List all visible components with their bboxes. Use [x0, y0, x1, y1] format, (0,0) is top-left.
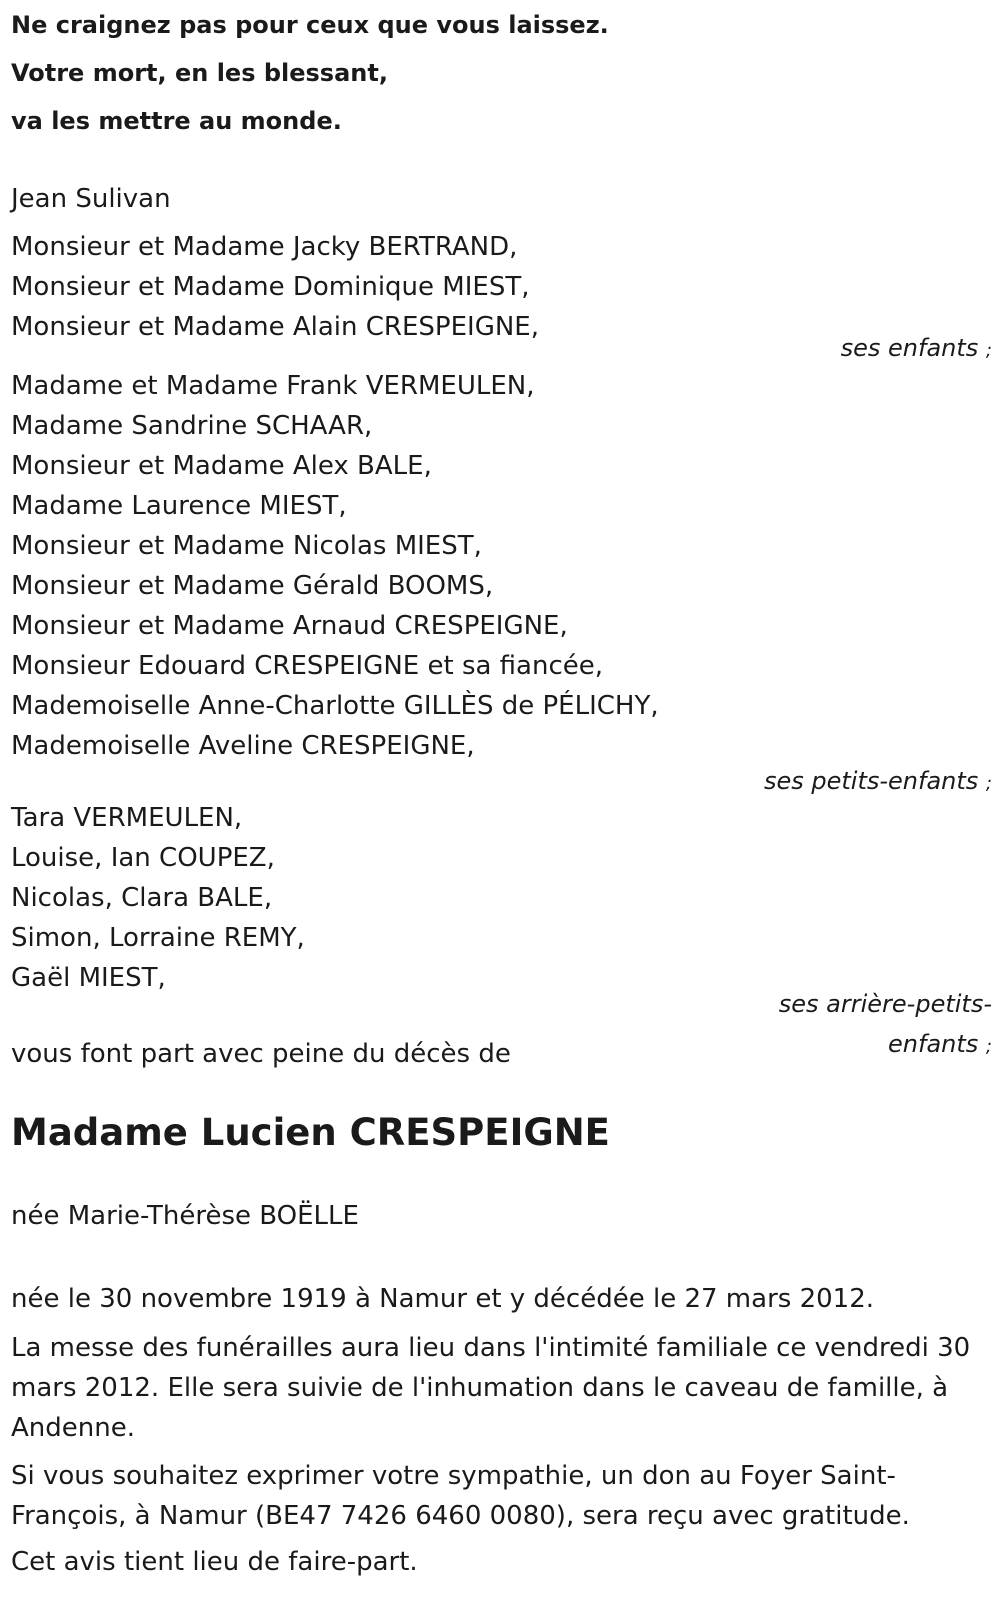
relation-punctuation: ; — [985, 340, 992, 361]
donation-details: Si vous souhaitez exprimer votre sympathie, un don au Foyer Saint-François, à Namur (BE47 7426 6460 0080), sera reçu avec gratitude. — [11, 1461, 910, 1531]
list-item: Madame Sandrine SCHAAR, — [11, 411, 373, 441]
list-item: Monsieur et Madame Gérald BOOMS, — [11, 571, 494, 601]
list-item: Monsieur et Madame Nicolas MIEST, — [11, 531, 482, 561]
list-item: Monsieur et Madame Alain CRESPEIGNE, — [11, 312, 539, 342]
quote-line-3: va les mettre au monde. — [11, 107, 342, 135]
relation-label: ses enfants — [840, 334, 979, 362]
list-item: Madame Laurence MIEST, — [11, 491, 347, 521]
relation-label: ses petits-enfants — [763, 767, 979, 795]
great-grandchildren-list — [11, 798, 305, 998]
list-item: Monsieur Edouard CRESPEIGNE et sa fiancée, — [11, 651, 604, 681]
list-item: Monsieur et Madame Jacky BERTRAND, — [11, 232, 518, 262]
list-item: Mademoiselle Anne-Charlotte GILLÈS de PÉLICHY, — [11, 691, 659, 721]
announcement: vous font part avec peine du décès de — [11, 1039, 511, 1069]
list-item: Madame et Madame Frank VERMEULEN, — [11, 371, 535, 401]
list-item: Monsieur et Madame Arnaud CRESPEIGNE, — [11, 611, 568, 641]
list-item: Mademoiselle Aveline CRESPEIGNE, — [11, 731, 475, 761]
list-item: Simon, Lorraine REMY, — [11, 923, 305, 953]
relation-punctuation: ; — [985, 1036, 992, 1057]
deceased-birth-name: née Marie-Thérèse BOËLLE — [11, 1201, 359, 1231]
relation-grandchildren — [764, 761, 992, 804]
relation-label-line-1: ses arrière-petits- — [778, 990, 992, 1018]
closing-note: Cet avis tient lieu de faire-part. — [11, 1547, 418, 1577]
quote-line-1: Ne craignez pas pour ceux que vous laissez. — [11, 11, 609, 39]
relation-punctuation: ; — [985, 773, 992, 794]
birth-death-dates: née le 30 novembre 1919 à Namur et y décédée le 27 mars 2012. — [11, 1284, 875, 1314]
deceased-name: Madame Lucien CRESPEIGNE — [11, 1111, 610, 1154]
list-item: Louise, Ian COUPEZ, — [11, 843, 275, 873]
funeral-details: La messe des funérailles aura lieu dans l'intimité familiale ce vendredi 30 mars 2012. Elle sera suivie de l'inhumation dans le caveau de famille, à Andenne. — [11, 1333, 971, 1443]
relation-label-line-2: enfants — [888, 1030, 979, 1058]
quote-author: Jean Sulivan — [11, 184, 171, 214]
quote-line-2: Votre mort, en les blessant, — [11, 59, 388, 87]
children-list — [11, 227, 539, 347]
relation-children — [841, 328, 992, 371]
list-item: Tara VERMEULEN, — [11, 803, 243, 833]
relation-great-grandchildren-cont — [888, 1024, 992, 1067]
list-item: Monsieur et Madame Dominique MIEST, — [11, 272, 530, 302]
list-item: Monsieur et Madame Alex BALE, — [11, 451, 432, 481]
list-item: Nicolas, Clara BALE, — [11, 883, 273, 913]
relation-great-grandchildren — [779, 984, 992, 1024]
list-item: Gaël MIEST, — [11, 963, 166, 993]
grandchildren-list — [11, 366, 659, 766]
